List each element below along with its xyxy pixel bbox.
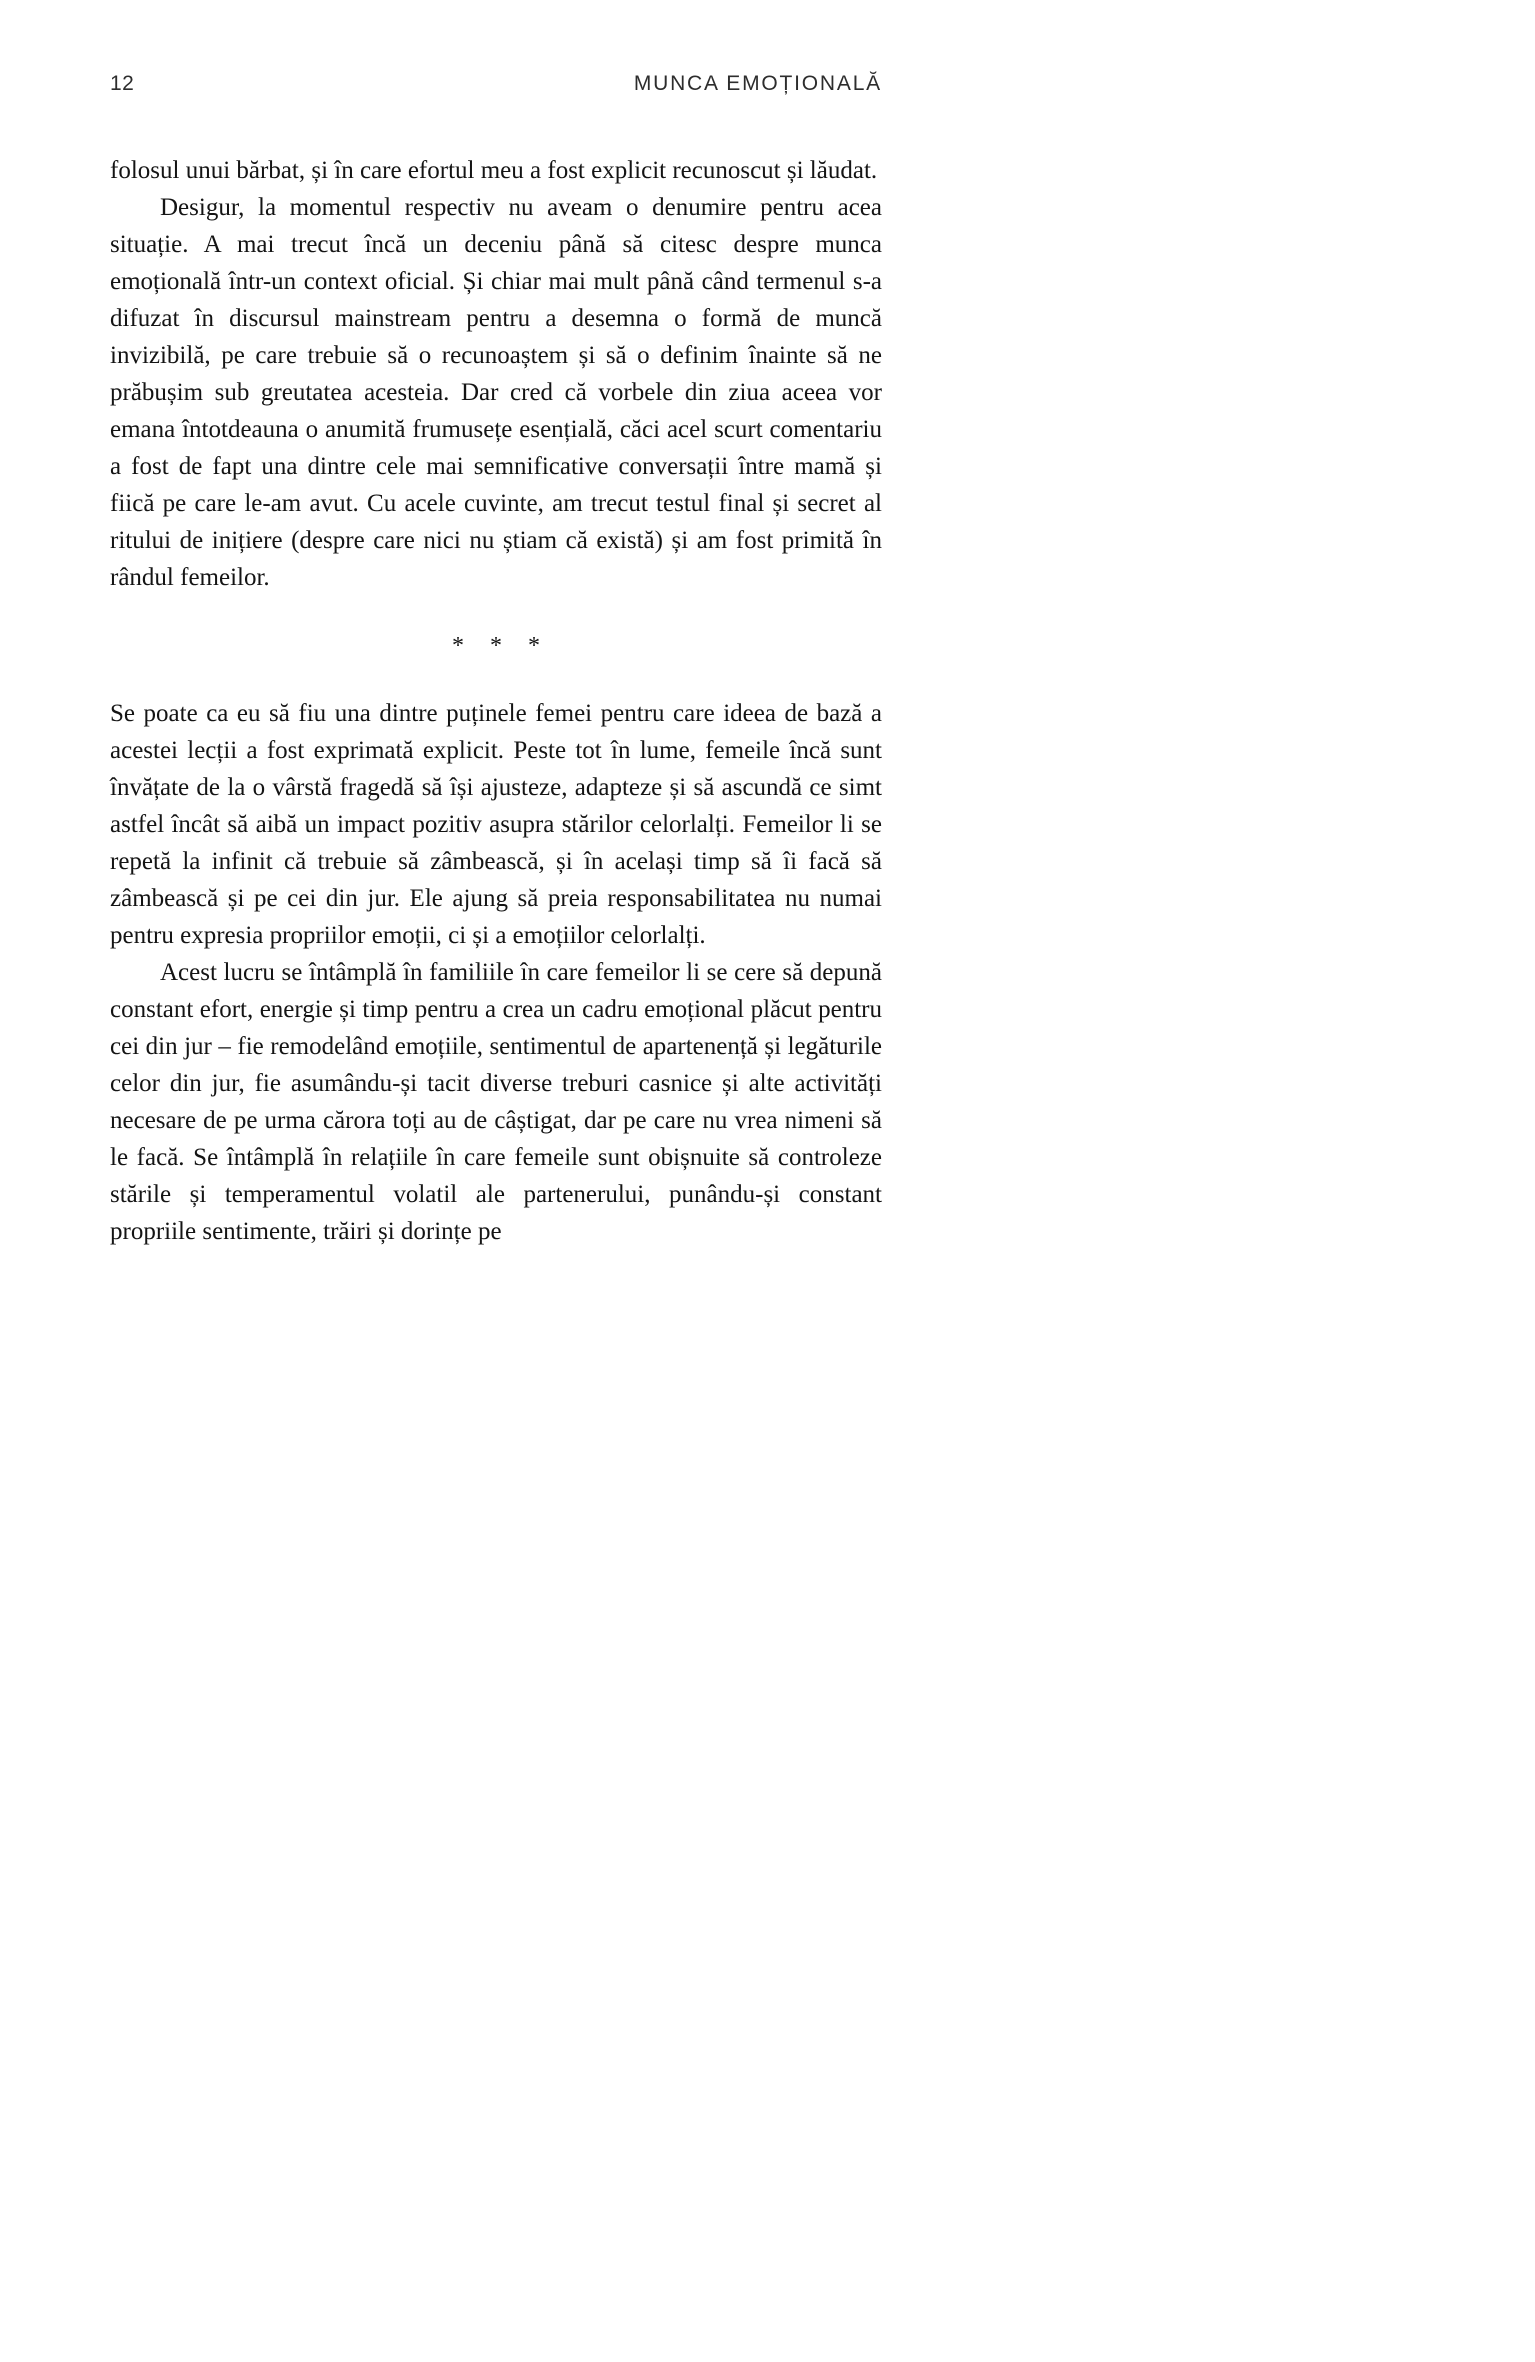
page-number: 12	[110, 72, 135, 95]
paragraph: Desigur, la momentul respectiv nu aveam o denumire pentru acea situație. A mai trecut încă un deceniu până să citesc despre munca emoțională într-un context oficial. Și chiar mai mult până când termenul s-a difuzat în discursul mainstream pentru a desemna o formă de muncă invizibilă, pe care trebuie să o recunoaștem și să o definim înainte să ne prăbușim sub greutatea acesteia. Dar cred că vorbele din ziua aceea vor emana întotdeauna o anumită frumusețe esențială, căci acel scurt comentariu a fost de fapt una dintre cele mai semnificative conversații între mamă și fiică pe care le-am avut. Cu acele cuvinte, am trecut testul final și secret al ritului de inițiere (despre care nici nu știam că există) și am fost primită în rândul femeilor.	[110, 194, 882, 591]
paragraph: Se poate ca eu să fiu una dintre puținele femei pentru care ideea de bază a acestei lecții a fost exprimată explicit. Peste tot în lume, femeile încă sunt învățate de la o vârstă fragedă să își ajusteze, adapteze și să ascundă ce simt astfel încât să aibă un impact pozitiv asupra stărilor celorlalți. Femeilor li se repetă la infinit că trebuie să zâmbească, și în același timp să îi facă să zâmbească și pe cei din jur. Ele ajung să preia responsabilitatea nu numai pentru expresia propriilor emoții, ci și a emoțiilor celorlalți.	[110, 700, 882, 949]
text-column	[110, 152, 882, 1250]
page-header	[110, 72, 882, 96]
paragraph: folosul unui bărbat, și în care efortul meu a fost explicit recunoscut și lăudat.	[110, 157, 878, 184]
section-break: * * *	[452, 633, 540, 659]
paragraph: Acest lucru se întâmplă în familiile în care femeilor li se cere să depună constant efort, energie și timp pentru a crea un cadru emoțional plăcut pentru cei din jur – fie remodelând emoțiile, sentimentul de apartenență și legăturile celor din jur, fie asumându-și tacit diverse treburi casnice și alte activități necesare de pe urma cărora toți au de câștigat, dar pe care nu vrea nimeni să le facă. Se întâmplă în relațiile în care femeile sunt obișnuite să controleze stările și temperamentul volatil ale partenerului, punându-și constant propriile sentimente, trăiri și dorințe pe	[110, 959, 882, 1245]
running-title: MUNCA EMOȚIONALĂ	[633, 72, 882, 95]
